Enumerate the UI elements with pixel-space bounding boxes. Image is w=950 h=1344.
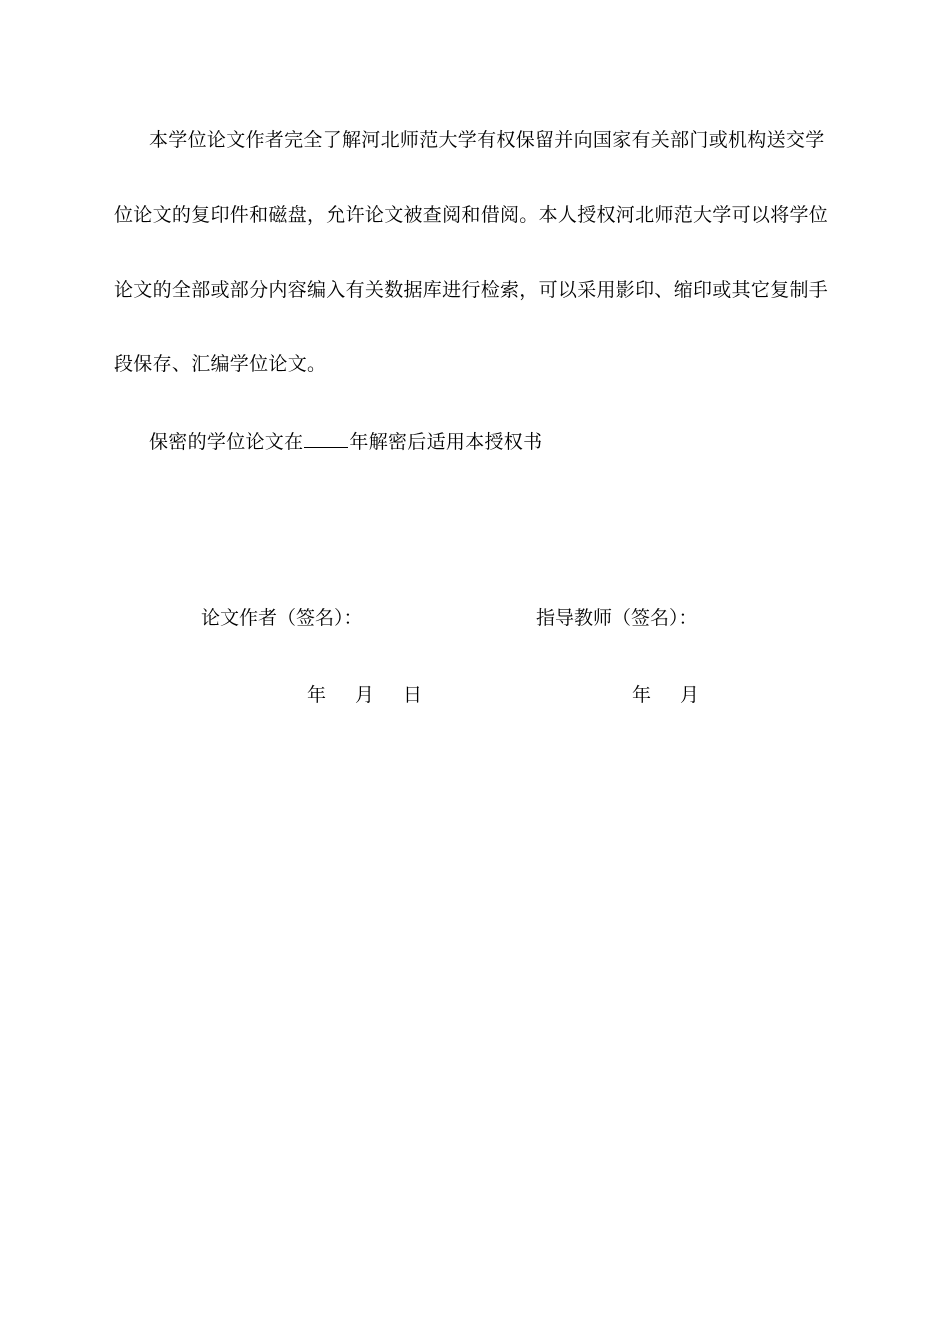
advisor-signature-label: 指导教师（签名）：	[536, 607, 698, 629]
secrecy-statement	[149, 429, 542, 454]
author-date-year: 年	[307, 684, 327, 706]
secrecy-text-before: 保密的学位论文在	[149, 431, 304, 453]
paragraph-line-2: 位论文的复印件和磁盘，允许论文被查阅和借阅。本人授权河北师范大学可以将学位	[114, 204, 829, 226]
paragraph-line-4: 段保存、汇编学位论文。	[114, 353, 327, 375]
year-blank-field[interactable]	[304, 429, 348, 448]
author-signature-label: 论文作者（签名）：	[201, 607, 363, 629]
author-date-month: 月	[355, 684, 375, 706]
author-date-day: 日	[403, 684, 423, 706]
advisor-date-month: 月	[680, 684, 700, 706]
secrecy-text-after: 年解密后适用本授权书	[349, 431, 543, 453]
advisor-date-year: 年	[632, 684, 652, 706]
paragraph-line-1: 本学位论文作者完全了解河北师范大学有权保留并向国家有关部门或机构送交学	[149, 129, 825, 151]
paragraph-line-3: 论文的全部或部分内容编入有关数据库进行检索，可以采用影印、缩印或其它复制手	[114, 279, 829, 301]
